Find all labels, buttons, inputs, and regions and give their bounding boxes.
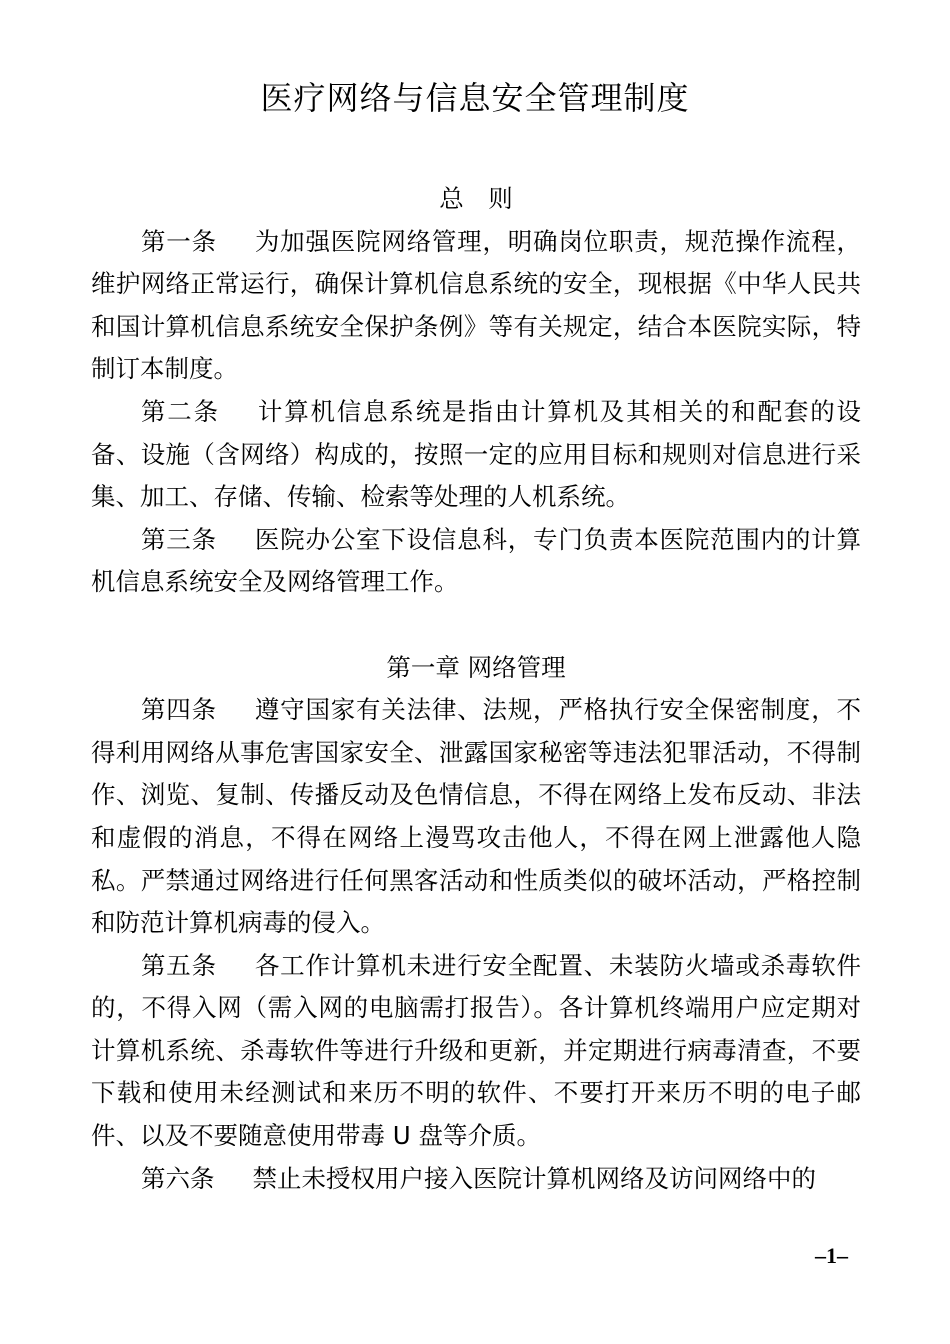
article-label: 第三条 [141,524,217,554]
article-text: 禁止未授权用户接入医院计算机网络及访问网络中的 [252,1163,816,1193]
article-text: 各工作计算机未进行安全配置、未装防火墙或杀毒软件的，不得入网（需入网的电脑需打报告）。各计算机终端用户应定期对计算机系统、杀毒软件等进行升级和更新，并定期进行病毒清查，不要下载和使用未经测试和来历不明的软件、不要打开来历不明的电子邮件、以及不要随意使用带毒 U 盘等介质。 [91,950,862,1151]
article-3 [91,519,861,604]
article-2 [91,391,861,519]
article-label: 第一条 [141,226,217,256]
document-body [91,178,861,1200]
section-heading-general: 总 则 [439,184,513,213]
article-4 [91,689,861,945]
article-label: 第二条 [141,396,220,426]
page-number: –1– [815,1243,848,1268]
article-5 [91,945,861,1158]
article-text: 为加强医院网络管理，明确岗位职责，规范操作流程，维护网络正常运行，确保计算机信息系统的安全，现根据《中华人民共和国计算机信息系统安全保护条例》等有关规定，结合本医院实际，特制订本制度。 [91,226,862,384]
article-1 [91,221,861,391]
document-title: 医疗网络与信息安全管理制度 [260,79,690,117]
article-label: 第五条 [141,950,217,980]
section-heading-chapter-1: 第一章 网络管理 [386,652,566,682]
article-6 [91,1158,861,1201]
article-label: 第四条 [141,695,217,725]
article-label: 第六条 [141,1163,215,1193]
article-text: 医院办公室下设信息科，专门负责本医院范围内的计算机信息系统安全及网络管理工作。 [91,524,862,597]
article-text: 计算机信息系统是指由计算机及其相关的和配套的设备、设施（含网络）构成的，按照一定的应用目标和规则对信息进行采集、加工、存储、传输、检索等处理的人机系统。 [91,396,862,512]
article-text: 遵守国家有关法律、法规，严格执行安全保密制度，不得利用网络从事危害国家安全、泄露国家秘密等违法犯罪活动，不得制作、浏览、复制、传播反动及色情信息，不得在网络上发布反动、非法和虚假的消息，不得在网络上漫骂攻击他人，不得在网上泄露他人隐私。严禁通过网络进行任何黑客活动和性质类似的破坏活动，严格控制和防范计算机病毒的侵入。 [91,695,862,938]
